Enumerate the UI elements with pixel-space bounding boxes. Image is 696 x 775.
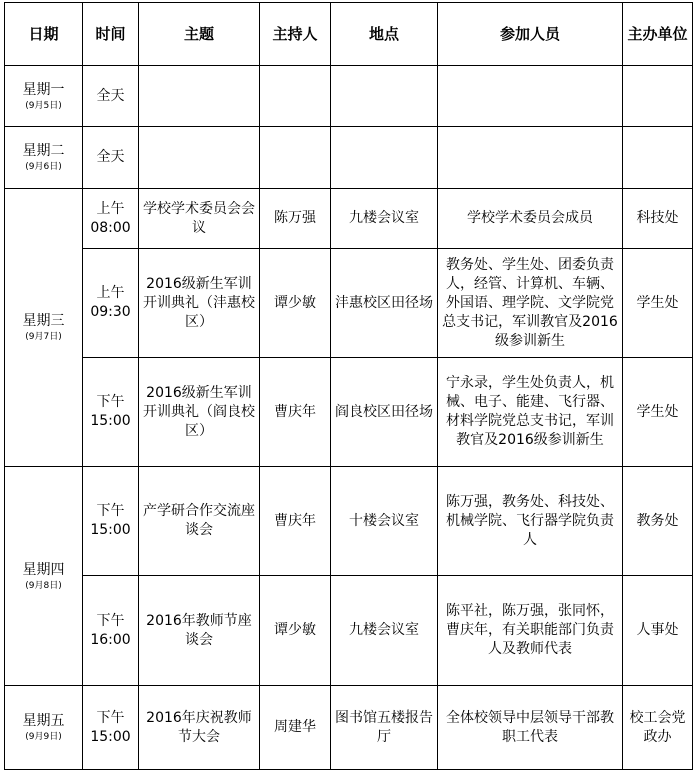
table-row (5, 66, 693, 127)
organizer-cell: 学生处 (623, 249, 693, 358)
time-clock: 15:00 (90, 413, 131, 429)
header-date: 日期 (5, 3, 83, 66)
time-period: 下午 (96, 503, 125, 519)
table-row (5, 249, 693, 358)
organizer-cell: 人事处 (623, 576, 693, 686)
organizer-cell: 教务处 (623, 467, 693, 576)
day-name: 星期三 (22, 313, 65, 329)
time-period: 下午 (96, 394, 125, 410)
participants-cell: 教务处、学生处、团委负责人，经管、计算机、车辆、外国语、理学院、文学院党总支书记，军训教官及2016级参训新生 (438, 249, 623, 358)
topic-cell: 2016年庆祝教师节大会 (139, 686, 260, 770)
day-date: (9月5日) (25, 100, 62, 111)
day-date: (9月8日) (25, 580, 62, 591)
day-date: (9月9日) (25, 732, 62, 742)
header-row (5, 3, 693, 66)
time-cell (83, 189, 139, 249)
table-row (5, 576, 693, 686)
day-date: (9月7日) (25, 332, 62, 342)
topic-cell: 产学研合作交流座谈会 (139, 467, 260, 576)
participants-cell: 陈万强，教务处、科技处、机械学院、飞行器学院负责人 (438, 467, 623, 576)
header-organizer: 主办单位 (623, 3, 693, 66)
participants-cell: 陈平社，陈万强，张同怀，曹庆年，有关职能部门负责人及教师代表 (438, 576, 623, 686)
time-clock: 15:00 (90, 522, 131, 538)
table-row (5, 189, 693, 249)
organizer-cell: 校工会党政办 (623, 686, 693, 770)
participants-cell: 全体校领导中层领导干部教职工代表 (438, 686, 623, 770)
table-row (5, 686, 693, 770)
time-cell (83, 686, 139, 770)
organizer-cell (623, 127, 693, 189)
participants-cell: 学校学术委员会成员 (438, 189, 623, 249)
host-cell: 谭少敏 (260, 576, 331, 686)
schedule-table (4, 2, 693, 770)
time-cell (83, 467, 139, 576)
host-cell: 曹庆年 (260, 358, 331, 467)
topic-cell (139, 127, 260, 189)
topic-cell: 学校学术委员会会议 (139, 189, 260, 249)
day-name: 星期四 (22, 561, 65, 578)
time-period: 上午 (96, 285, 125, 301)
organizer-cell: 科技处 (623, 189, 693, 249)
place-cell (331, 66, 438, 127)
time-clock: 16:00 (90, 631, 131, 648)
topic-cell: 2016级新生军训开训典礼（阎良校区） (139, 358, 260, 467)
header-place: 地点 (331, 3, 438, 66)
organizer-cell: 学生处 (623, 358, 693, 467)
time-clock: 09:30 (90, 304, 131, 320)
day-name: 星期五 (22, 713, 65, 729)
host-cell (260, 66, 331, 127)
header-time: 时间 (83, 3, 139, 66)
topic-cell: 2016年教师节座谈会 (139, 576, 260, 686)
place-cell: 十楼会议室 (331, 467, 438, 576)
header-host: 主持人 (260, 3, 331, 66)
time-period: 下午 (96, 612, 125, 629)
time-clock: 15:00 (90, 728, 131, 745)
host-cell (260, 127, 331, 189)
time-period: 上午 (96, 200, 125, 217)
topic-cell: 2016级新生军训开训典礼（沣惠校区） (139, 249, 260, 358)
day-date: (9月6日) (25, 162, 62, 172)
host-cell: 曹庆年 (260, 467, 331, 576)
place-cell: 九楼会议室 (331, 576, 438, 686)
participants-cell (438, 66, 623, 127)
place-cell: 九楼会议室 (331, 189, 438, 249)
day-cell (5, 467, 83, 686)
time-cell (83, 249, 139, 358)
topic-cell (139, 66, 260, 127)
place-cell: 沣惠校区田径场 (331, 249, 438, 358)
place-cell: 图书馆五楼报告厅 (331, 686, 438, 770)
time-cell (83, 66, 139, 127)
host-cell: 陈万强 (260, 189, 331, 249)
place-cell: 阎良校区田径场 (331, 358, 438, 467)
time-cell (83, 576, 139, 686)
header-participants: 参加人员 (438, 3, 623, 66)
place-cell (331, 127, 438, 189)
day-cell (5, 189, 83, 467)
time-clock: 08:00 (90, 219, 131, 236)
day-name: 星期二 (22, 143, 65, 159)
table-row (5, 127, 693, 189)
time-period: 全天 (96, 87, 125, 104)
host-cell: 谭少敏 (260, 249, 331, 358)
time-period: 下午 (96, 709, 125, 726)
time-cell (83, 127, 139, 189)
day-cell (5, 66, 83, 127)
table-row (5, 467, 693, 576)
day-cell (5, 686, 83, 770)
participants-cell: 宁永录，学生处负责人，机械、电子、能建、飞行器、材料学院党总支书记，军训教官及2016级参训新生 (438, 358, 623, 467)
day-name: 星期一 (22, 81, 65, 98)
time-cell (83, 358, 139, 467)
header-topic: 主题 (139, 3, 260, 66)
table-row (5, 358, 693, 467)
day-cell (5, 127, 83, 189)
participants-cell (438, 127, 623, 189)
time-period: 全天 (96, 149, 125, 165)
organizer-cell (623, 66, 693, 127)
host-cell: 周建华 (260, 686, 331, 770)
